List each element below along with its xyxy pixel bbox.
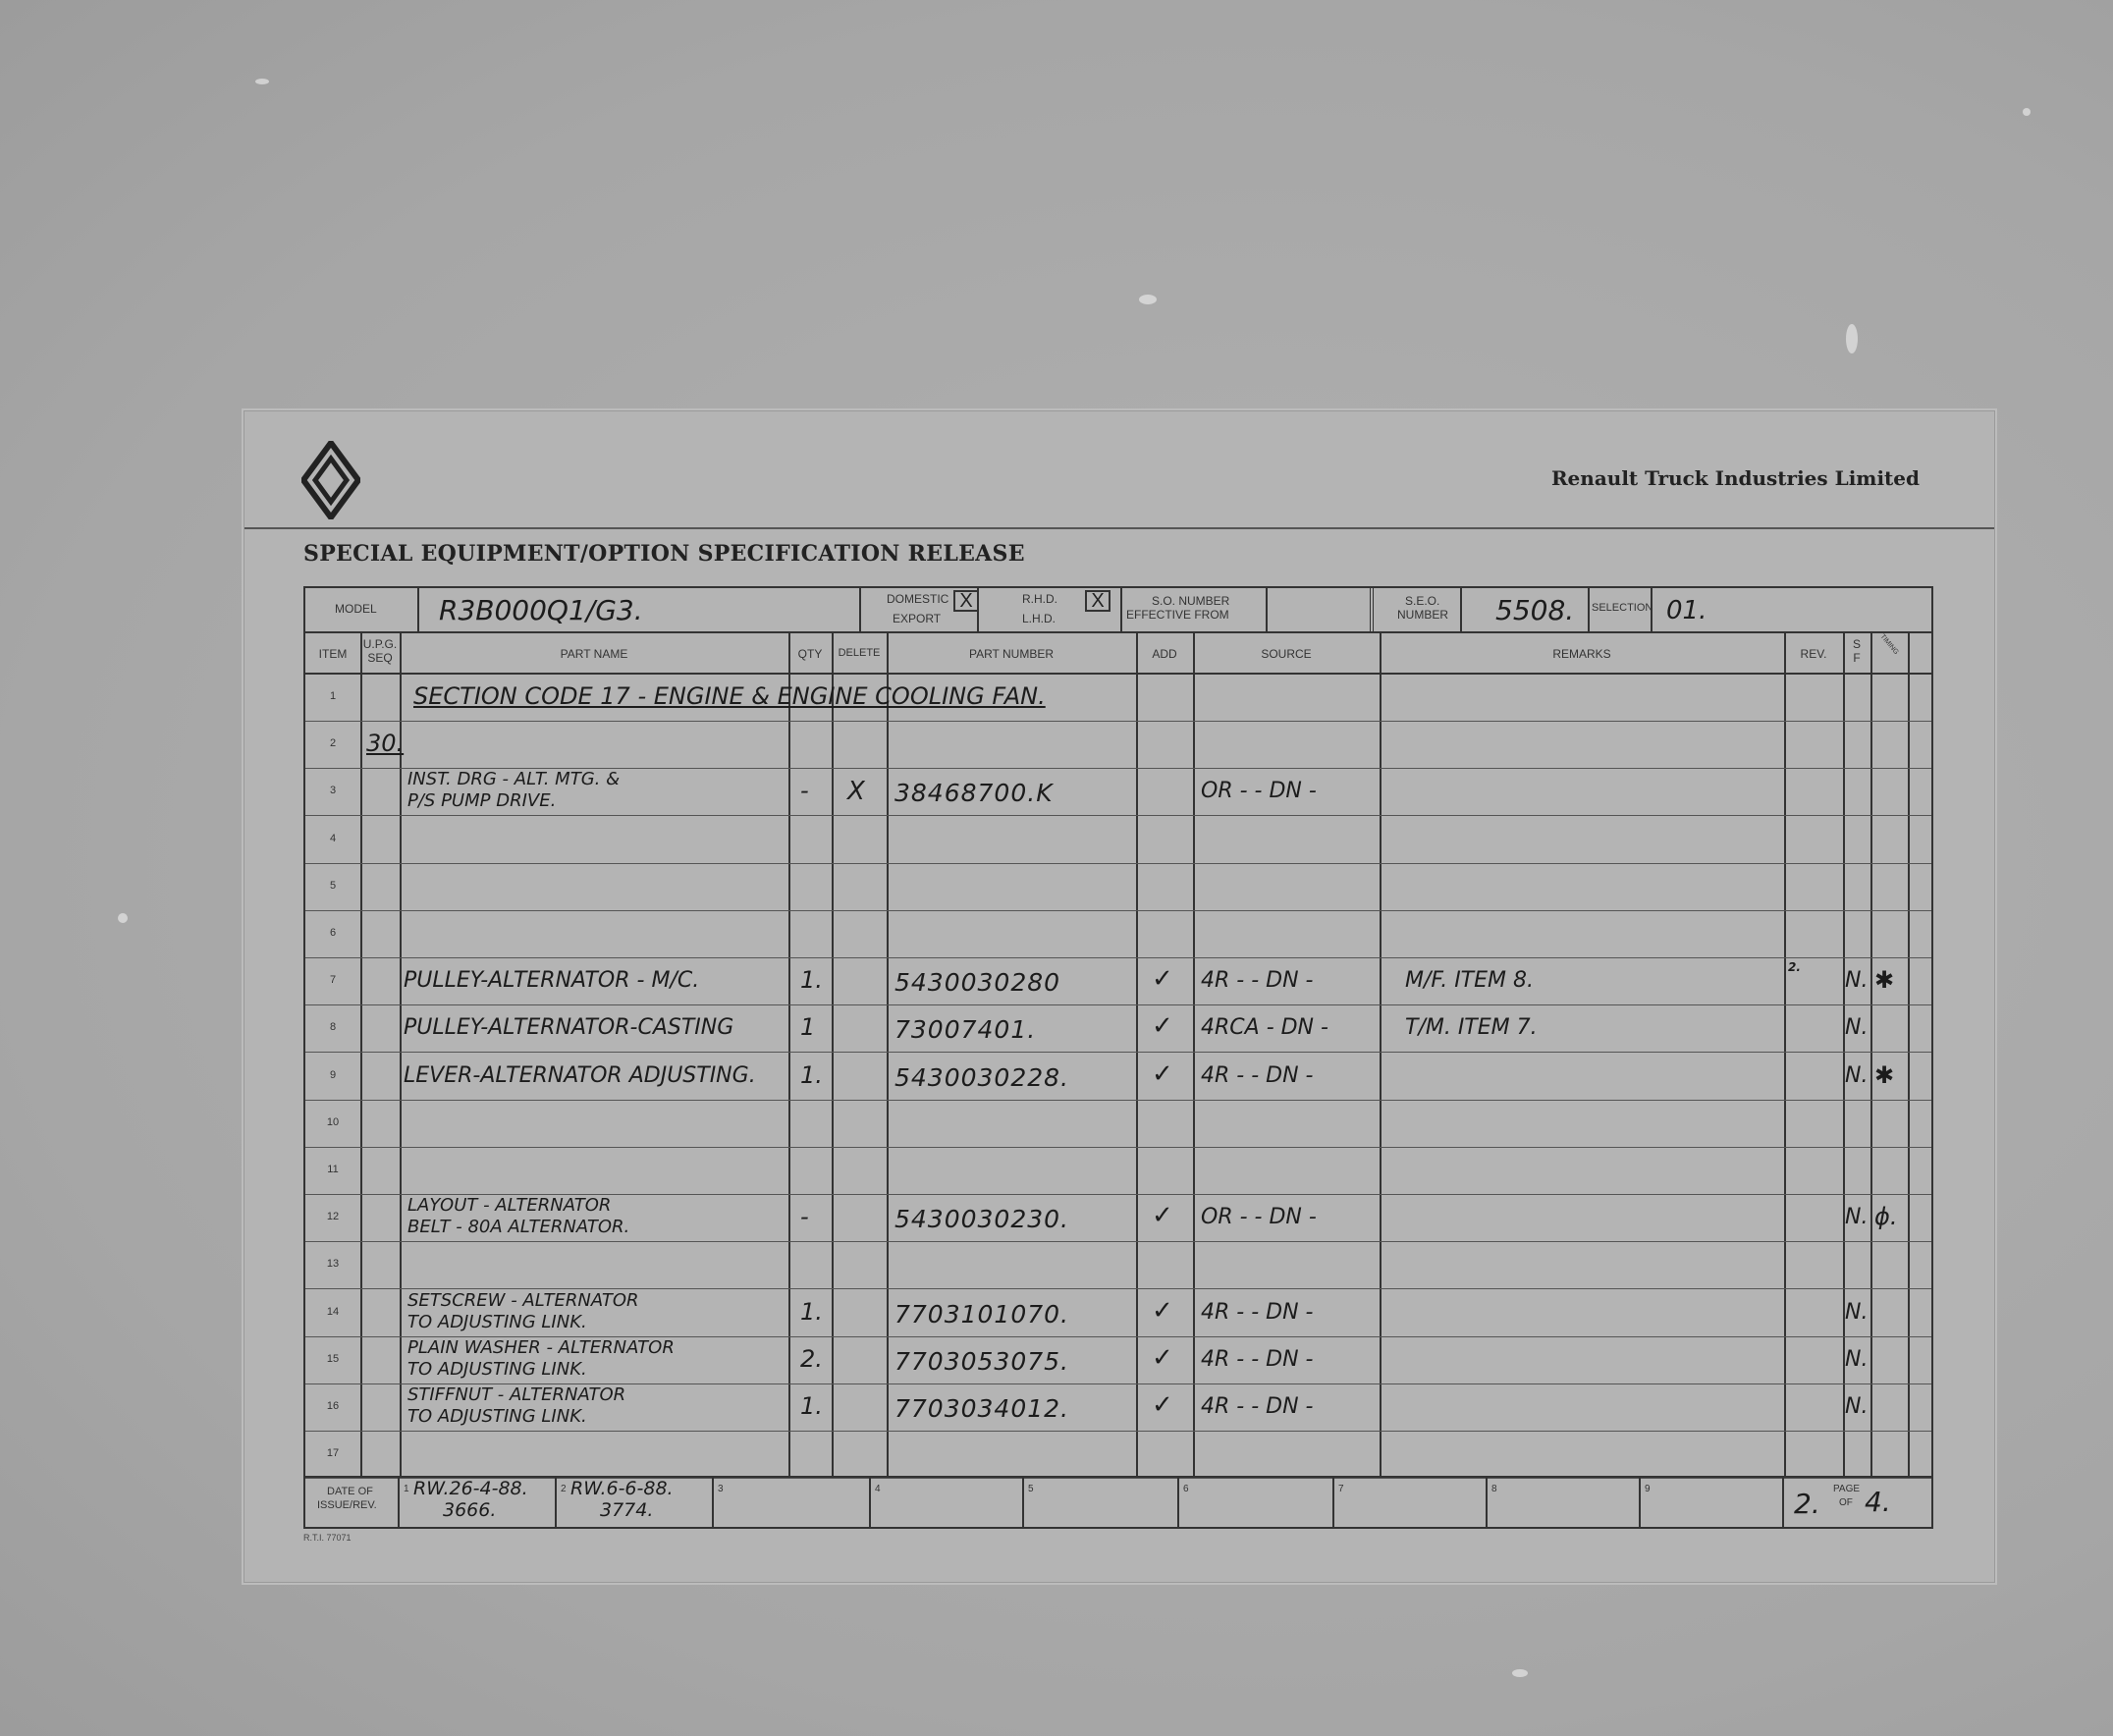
item-number: 10: [326, 1115, 340, 1128]
source-code: OR - - DN -: [1201, 1205, 1317, 1230]
so-number-label: S.O. NUMBER: [1152, 594, 1230, 608]
seo-value-cell: [1462, 588, 1590, 631]
table-row: [305, 817, 1931, 864]
revision-9-number: 9: [1645, 1484, 1651, 1494]
source-code: 4R - - DN -: [1201, 1299, 1314, 1325]
upg-seq-value: 30.: [366, 730, 405, 758]
rhd-label: R.H.D.: [1022, 592, 1057, 606]
revision-9-cell: [1641, 1478, 1784, 1527]
part-name: PLAIN WASHER - ALTERNATOR: [407, 1336, 675, 1358]
add-check: ✓: [1152, 1342, 1173, 1373]
col-part-name: PART NAME: [560, 647, 628, 661]
part-number: 38468700.K: [894, 779, 1054, 808]
table-row: [305, 958, 1931, 1005]
sf-mark: N.: [1845, 1015, 1869, 1041]
of-label: OF: [1839, 1497, 1853, 1508]
item-number: 14: [326, 1305, 340, 1318]
form-header-row: [305, 588, 1931, 633]
revision-1-ref: 3666.: [443, 1499, 497, 1521]
revision-1-number: 1: [404, 1484, 409, 1494]
item-number: 1: [329, 690, 337, 702]
form-title: SPECIAL EQUIPMENT/OPTION SPECIFICATION RELEASE: [303, 541, 1025, 567]
part-name: STIFFNUT - ALTERNATOR: [407, 1384, 626, 1405]
revision-1-cell: [400, 1478, 557, 1527]
quantity: 1.: [800, 1297, 823, 1326]
quantity: -: [800, 1203, 809, 1231]
revision-mark: 2.: [1788, 960, 1801, 975]
revision-7-cell: [1334, 1478, 1488, 1527]
seo-label: S.E.O.: [1405, 594, 1440, 608]
page-total: 4.: [1865, 1486, 1891, 1518]
remarks: T/M. ITEM 7.: [1405, 1015, 1538, 1041]
table-row: [305, 1148, 1931, 1195]
item-number: 15: [326, 1352, 340, 1365]
model-label: MODEL: [335, 602, 377, 616]
source-code: 4RCA - DN -: [1201, 1015, 1328, 1041]
revision-4-cell: [871, 1478, 1024, 1527]
last-col-mark: ϕ.: [1874, 1203, 1898, 1231]
table-row: [305, 1290, 1931, 1337]
revision-footer: [305, 1476, 1931, 1527]
item-number: 17: [326, 1447, 340, 1460]
revision-2-cell: [557, 1478, 714, 1527]
table-row: [305, 1242, 1931, 1289]
effective-from-label: EFFECTIVE FROM: [1126, 608, 1229, 622]
sf-mark: N.: [1845, 1394, 1869, 1419]
part-number: 7703053075.: [894, 1346, 1070, 1376]
selection-value: 01.: [1666, 596, 1707, 625]
domestic-checkbox[interactable]: X: [953, 590, 979, 612]
col-add: ADD: [1152, 647, 1177, 661]
table-row: [305, 1005, 1931, 1053]
sf-mark: N.: [1845, 968, 1869, 994]
specification-sheet: [244, 410, 1995, 1583]
revision-8-number: 8: [1491, 1484, 1497, 1494]
item-number: 4: [329, 832, 337, 844]
item-number: 2: [329, 737, 337, 750]
model-value-cell: [419, 588, 861, 631]
revision-2-ref: 3774.: [600, 1499, 654, 1521]
item-number: 7: [329, 974, 337, 987]
quantity: 1.: [800, 1060, 823, 1089]
table-row: [305, 1054, 1931, 1101]
quantity: -: [800, 777, 809, 805]
add-check: ✓: [1152, 1201, 1173, 1231]
add-check: ✓: [1152, 1058, 1173, 1089]
part-number: 5430030280: [894, 968, 1061, 998]
quantity: 1.: [800, 1392, 823, 1420]
part-name: SECTION CODE 17 - ENGINE & ENGINE COOLING FAN.: [413, 682, 1046, 710]
table-row: [305, 1337, 1931, 1384]
part-number: 5430030228.: [894, 1062, 1070, 1092]
quantity: 1: [800, 1013, 816, 1042]
col-remarks: REMARKS: [1552, 647, 1611, 661]
seo-value: 5508.: [1495, 594, 1575, 626]
source-code: 4R - - DN -: [1201, 1346, 1314, 1372]
quantity: 1.: [800, 966, 823, 995]
col-qty: QTY: [797, 647, 823, 661]
item-number: 5: [329, 879, 337, 892]
table-row: [305, 1432, 1931, 1479]
part-name-line-2: BELT - 80A ALTERNATOR.: [407, 1217, 630, 1238]
page-cell: [1784, 1478, 1935, 1527]
domestic-label: DOMESTIC: [887, 592, 949, 606]
table-row: [305, 911, 1931, 958]
part-name-line-2: P/S PUMP DRIVE.: [407, 790, 557, 812]
rhd-lhd-cell: [979, 588, 1122, 631]
model-value: R3B000Q1/G3.: [439, 594, 643, 626]
date-of-issue-cell: [305, 1478, 400, 1527]
item-number: 3: [329, 785, 337, 797]
seo-label-cell: [1378, 588, 1462, 631]
col-seq: SEQ: [367, 651, 393, 665]
revision-3-number: 3: [718, 1484, 724, 1494]
revision-6-cell: [1179, 1478, 1334, 1527]
column-header-row: [305, 633, 1931, 675]
so-number-cell: [1122, 588, 1268, 631]
selection-label: SELECTION: [1592, 602, 1653, 614]
add-check: ✓: [1152, 1390, 1173, 1420]
sf-mark: N.: [1845, 1205, 1869, 1230]
form-code: R.T.I. 77071: [303, 1533, 352, 1543]
source-code: 4R - - DN -: [1201, 1062, 1314, 1088]
page-number: 2.: [1794, 1488, 1820, 1520]
specification-form: [303, 586, 1933, 1529]
selection-label-cell: [1590, 588, 1652, 631]
source-code: OR - - DN -: [1201, 779, 1317, 804]
col-sf-f: F: [1853, 651, 1861, 665]
add-check: ✓: [1152, 1011, 1173, 1042]
last-col-mark: ✱: [1874, 966, 1895, 995]
part-number: 73007401.: [894, 1015, 1037, 1045]
sf-mark: N.: [1845, 1062, 1869, 1088]
page-label: PAGE: [1833, 1484, 1861, 1494]
issue-rev-label: ISSUE/REV.: [317, 1499, 377, 1511]
source-code: 4R - - DN -: [1201, 968, 1314, 994]
remarks: M/F. ITEM 8.: [1405, 968, 1534, 994]
revision-4-number: 4: [875, 1484, 881, 1494]
col-sf-s: S: [1852, 637, 1861, 651]
item-number: 12: [326, 1211, 340, 1223]
add-check: ✓: [1152, 1295, 1173, 1326]
domestic-export-cell: [861, 588, 979, 631]
sf-mark: N.: [1845, 1299, 1869, 1325]
revision-2-date: RW.6-6-88.: [570, 1478, 674, 1499]
item-number: 9: [329, 1068, 337, 1081]
table-row: [305, 722, 1931, 769]
col-upg: U.P.G.: [362, 637, 398, 651]
source-code: 4R - - DN -: [1201, 1394, 1314, 1419]
item-number: 13: [326, 1258, 340, 1271]
table-row: [305, 675, 1931, 722]
table-row: [305, 1101, 1931, 1148]
item-number: 11: [327, 1164, 339, 1175]
revision-2-number: 2: [561, 1484, 567, 1494]
part-number: 7703034012.: [894, 1394, 1070, 1423]
table-row: [305, 1384, 1931, 1432]
so-number-value-cell: [1268, 588, 1374, 631]
col-item: ITEM: [318, 647, 348, 661]
delete-mark: X: [847, 777, 865, 807]
part-name: PULLEY-ALTERNATOR - M/C.: [404, 968, 700, 994]
model-label-cell: [305, 588, 419, 631]
revision-6-number: 6: [1183, 1484, 1189, 1494]
date-of-label: DATE OF: [327, 1486, 373, 1497]
part-name-line-2: TO ADJUSTING LINK.: [407, 1406, 587, 1427]
add-check: ✓: [1152, 964, 1173, 995]
rhd-checkbox[interactable]: X: [1085, 590, 1111, 612]
item-number: 16: [326, 1400, 340, 1412]
lhd-label: L.H.D.: [1022, 612, 1056, 625]
part-name-line-2: TO ADJUSTING LINK.: [407, 1358, 587, 1380]
renault-diamond-logo-icon: [301, 441, 360, 519]
part-name: PULLEY-ALTERNATOR-CASTING: [404, 1015, 734, 1041]
table-row: [305, 769, 1931, 816]
quantity: 2.: [800, 1344, 823, 1373]
table-row: [305, 864, 1931, 911]
table-row: [305, 1195, 1931, 1242]
selection-value-cell: [1652, 588, 1715, 631]
col-rev: REV.: [1800, 647, 1827, 661]
col-last: TIMING: [1878, 632, 1900, 657]
revision-3-cell: [714, 1478, 871, 1527]
part-number: 5430030230.: [894, 1205, 1070, 1234]
part-number: 7703101070.: [894, 1299, 1070, 1329]
revision-5-cell: [1024, 1478, 1179, 1527]
item-number: 8: [329, 1021, 337, 1034]
col-part-number: PART NUMBER: [968, 647, 1054, 661]
seo-number-label: NUMBER: [1397, 608, 1449, 622]
col-source: SOURCE: [1261, 647, 1312, 661]
revision-8-cell: [1488, 1478, 1641, 1527]
col-delete: DELETE: [838, 647, 881, 659]
part-name: INST. DRG - ALT. MTG. &: [407, 769, 621, 790]
revision-5-number: 5: [1028, 1484, 1034, 1494]
export-label: EXPORT: [893, 612, 942, 625]
part-name: LAYOUT - ALTERNATOR: [407, 1195, 612, 1217]
part-name-line-2: TO ADJUSTING LINK.: [407, 1311, 587, 1332]
part-name: LEVER-ALTERNATOR ADJUSTING.: [404, 1062, 756, 1088]
item-number: 6: [329, 927, 337, 939]
part-name: SETSCREW - ALTERNATOR: [407, 1289, 639, 1311]
revision-7-number: 7: [1338, 1484, 1344, 1494]
header-rule: [244, 527, 1994, 529]
revision-1-date: RW.26-4-88.: [413, 1478, 528, 1499]
sf-mark: N.: [1845, 1346, 1869, 1372]
company-name: Renault Truck Industries Limited: [1550, 466, 1920, 490]
last-col-mark: ✱: [1874, 1060, 1895, 1089]
